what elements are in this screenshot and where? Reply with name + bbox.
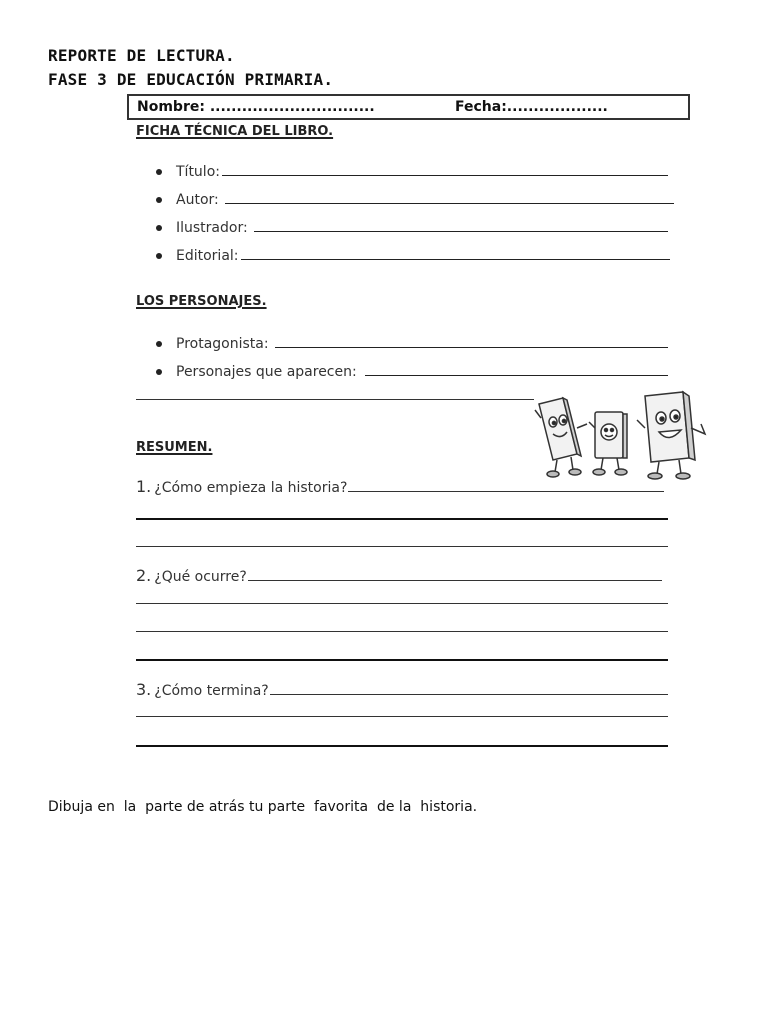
question-2[interactable]: [136, 561, 662, 585]
personajes-aparecen-field[interactable]: [156, 358, 668, 380]
answer-1-line-2[interactable]: [136, 546, 668, 547]
editorial-blank-line[interactable]: [241, 259, 670, 260]
editorial-field[interactable]: [156, 242, 670, 264]
autor-field[interactable]: [156, 186, 674, 208]
question-1-number: 1.: [136, 477, 152, 496]
question-3[interactable]: [136, 675, 668, 699]
question-2-text: ¿Qué ocurre?: [154, 569, 247, 585]
answer-2-line-3[interactable]: [136, 659, 668, 661]
personajes-aparecen-label: Personajes que aparecen:: [176, 364, 357, 380]
autor-blank-line[interactable]: [225, 203, 674, 204]
ilustrador-field[interactable]: [156, 214, 668, 236]
bullet-icon: [156, 369, 162, 375]
bullet-icon: [156, 197, 162, 203]
date-field-label[interactable]: Fecha:...................: [455, 99, 608, 115]
protagonista-blank-line[interactable]: [275, 347, 668, 348]
cartoon-books-icon: [533, 388, 713, 483]
question-1-blank-line[interactable]: [348, 491, 664, 492]
name-field-label[interactable]: Nombre: ...............................: [137, 99, 375, 115]
question-2-blank-line[interactable]: [248, 580, 662, 581]
question-1[interactable]: [136, 472, 664, 496]
titulo-field[interactable]: [156, 158, 668, 180]
question-3-number: 3.: [136, 680, 152, 699]
bullet-icon: [156, 341, 162, 347]
answer-3-line-1[interactable]: [136, 716, 668, 717]
ilustrador-label: Ilustrador:: [176, 220, 248, 236]
drawing-instruction: Dibuja en la parte de atrás tu parte favorita de la historia.: [48, 799, 478, 815]
personajes-heading: LOS PERSONAJES.: [136, 294, 267, 309]
personajes-extra-line[interactable]: [136, 399, 534, 400]
editorial-label: Editorial:: [176, 248, 239, 264]
titulo-blank-line[interactable]: [222, 175, 668, 176]
bullet-icon: [156, 169, 162, 175]
answer-1-line-1[interactable]: [136, 518, 668, 520]
personajes-aparecen-blank-line[interactable]: [365, 375, 668, 376]
report-title: REPORTE DE LECTURA.: [48, 46, 235, 65]
resumen-heading: RESUMEN.: [136, 440, 213, 455]
answer-3-line-2[interactable]: [136, 745, 668, 747]
name-date-box: [127, 94, 690, 120]
titulo-label: Título:: [176, 164, 220, 180]
question-3-text: ¿Cómo termina?: [154, 683, 269, 699]
bullet-icon: [156, 225, 162, 231]
ilustrador-blank-line[interactable]: [254, 231, 668, 232]
question-3-blank-line[interactable]: [270, 694, 668, 695]
answer-2-line-2[interactable]: [136, 631, 668, 632]
protagonista-field[interactable]: [156, 330, 668, 352]
answer-2-line-1[interactable]: [136, 603, 668, 604]
ficha-tecnica-heading: FICHA TÉCNICA DEL LIBRO.: [136, 124, 334, 139]
autor-label: Autor:: [176, 192, 219, 208]
question-1-text: ¿Cómo empieza la historia?: [154, 480, 348, 496]
bullet-icon: [156, 253, 162, 259]
report-subtitle: FASE 3 DE EDUCACIÓN PRIMARIA.: [48, 70, 334, 89]
protagonista-label: Protagonista:: [176, 336, 269, 352]
question-2-number: 2.: [136, 566, 152, 585]
